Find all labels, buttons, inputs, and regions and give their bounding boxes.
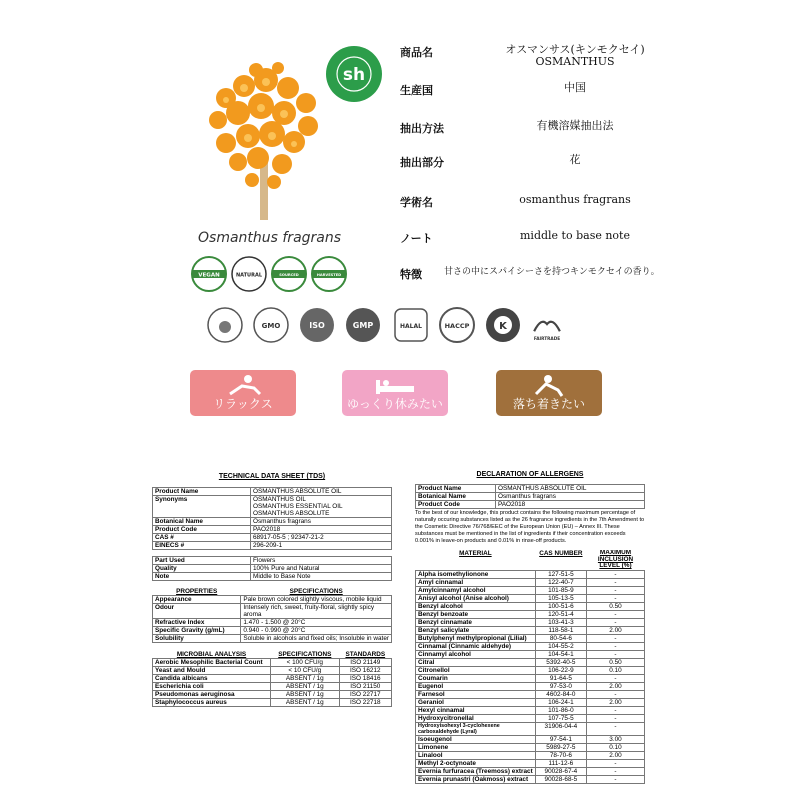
- table-row: [153, 526, 392, 534]
- table-row: [416, 578, 645, 586]
- table-cell: -: [587, 570, 645, 578]
- table-cell: Product Name: [153, 488, 251, 496]
- table-row: [153, 667, 392, 675]
- table-cell: Citral: [416, 658, 536, 666]
- mood-relax-tile: [190, 370, 296, 416]
- table-cell: 127-51-5: [535, 570, 586, 578]
- table-cell: 100% Pure and Natural: [251, 565, 392, 573]
- spec-value: 中国: [564, 81, 586, 94]
- table-row: [416, 618, 645, 626]
- svg-text:HALAL: HALAL: [400, 323, 422, 330]
- table-row: [416, 682, 645, 690]
- mood-rest-tile: [342, 370, 448, 416]
- table-cell: 90028-68-5: [535, 775, 586, 783]
- tds-info-table: [152, 487, 392, 550]
- table-cell: Benzyl alcohol: [416, 602, 536, 610]
- table-cell: Odour: [153, 604, 241, 619]
- table-cell: 31906-04-4: [535, 722, 586, 735]
- table-row: [416, 586, 645, 594]
- table-cell: Pseudomonas aeruginosa: [153, 691, 271, 699]
- haccp-icon: [437, 305, 477, 349]
- table-cell: 100-51-6: [535, 602, 586, 610]
- mood-label: リラックス: [213, 397, 273, 411]
- table-cell: 97-53-0: [535, 682, 586, 690]
- table-row: [153, 557, 392, 565]
- table-cell: 0.50: [587, 658, 645, 666]
- table-cell: Candida albicans: [153, 675, 271, 683]
- table-cell: ISO 18416: [339, 675, 391, 683]
- table-row: [416, 642, 645, 650]
- table-cell: Appearance: [153, 596, 241, 604]
- kosher-icon: [483, 305, 523, 349]
- table-cell: 78-70-6: [535, 751, 586, 759]
- table-cell: 0.940 - 0.990 @ 20°C: [241, 627, 392, 635]
- table-row: [153, 488, 392, 496]
- table-cell: Limonene: [416, 743, 536, 751]
- table-cell: Hydroxyisohexyl 3-cyclohexene carboxaldehyde (Lyral): [416, 722, 536, 735]
- table-cell: 0.50: [587, 602, 645, 610]
- table-row: [416, 674, 645, 682]
- organic-seal-icon: [325, 45, 383, 103]
- table-cell: Staphylococcus aureus: [153, 699, 271, 707]
- table-cell: Escherichia coli: [153, 683, 271, 691]
- table-cell: < 10 CFU/g: [271, 667, 340, 675]
- spec-key: 抽出方法: [400, 122, 444, 135]
- table-row: [153, 604, 392, 619]
- table-cell: Yeast and Mould: [153, 667, 271, 675]
- table-cell: 106-24-1: [535, 698, 586, 706]
- table-cell: MICROBIAL ANALYSIS: [176, 651, 247, 658]
- svg-text:ISO: ISO: [309, 321, 325, 330]
- table-cell: 101-85-9: [535, 586, 586, 594]
- table-cell: Coumarin: [416, 674, 536, 682]
- table-cell: Refractive Index: [153, 619, 241, 627]
- table-cell: OSMANTHUS OIL OSMANTHUS ESSENTIAL OIL OSMANTHUS ABSOLUTE: [251, 496, 392, 518]
- table-row: [416, 602, 645, 610]
- spec-value: オスマンサス(キンモクセイ): [505, 43, 645, 56]
- table-row: [153, 635, 392, 643]
- table-cell: Quality: [153, 565, 251, 573]
- table-cell: Middle to Base Note: [251, 573, 392, 581]
- spec-value: middle to base note: [520, 229, 630, 242]
- table-cell: Product Code: [153, 526, 251, 534]
- table-cell: Evernia furfuracea (Treemoss) extract: [416, 767, 536, 775]
- table-cell: Butylphenyl methylpropional (Lilial): [416, 634, 536, 642]
- table-cell: SPECIFICATIONS: [278, 651, 332, 658]
- table-row: [416, 610, 645, 618]
- badge-row: [190, 255, 385, 297]
- table-cell: 120-51-4: [535, 610, 586, 618]
- table-cell: Osmanthus fragrans: [251, 518, 392, 526]
- table-cell: MATERIAL: [459, 550, 492, 557]
- table-cell: 0.10: [587, 743, 645, 751]
- table-cell: Hydroxycitronellal: [416, 714, 536, 722]
- table-row: [416, 493, 645, 501]
- tds-microbial-table: [152, 651, 392, 707]
- table-cell: ABSENT / 1g: [271, 683, 340, 691]
- table-row: [416, 714, 645, 722]
- vegan-badge-icon: [190, 255, 228, 293]
- table-cell: ISO 22718: [339, 699, 391, 707]
- spec-key: ノート: [400, 232, 433, 245]
- table-cell: 1.470 - 1.500 @ 20°C: [241, 619, 392, 627]
- table-cell: Synonyms: [153, 496, 251, 518]
- table-cell: Linalool: [416, 751, 536, 759]
- table-cell: CAS NUMBER: [539, 550, 583, 557]
- table-row: [416, 698, 645, 706]
- table-row: [416, 759, 645, 767]
- svg-text:GMP: GMP: [352, 321, 374, 330]
- table-cell: Alpha isomethylionone: [416, 570, 536, 578]
- table-row: [416, 706, 645, 714]
- fairtrade-icon: [527, 305, 567, 349]
- table-row: [153, 542, 392, 550]
- table-cell: Benzyl benzoate: [416, 610, 536, 618]
- table-cell: Hexyl cinnamal: [416, 706, 536, 714]
- table-row: [416, 650, 645, 658]
- table-row: [416, 666, 645, 674]
- table-cell: ISO 22717: [339, 691, 391, 699]
- table-cell: -: [587, 578, 645, 586]
- table-cell: 3.00: [587, 735, 645, 743]
- table-cell: STANDARDS: [345, 651, 386, 658]
- certification-row: [205, 305, 585, 355]
- table-cell: -: [587, 767, 645, 775]
- table-cell: 122-40-7: [535, 578, 586, 586]
- table-cell: ABSENT / 1g: [271, 675, 340, 683]
- table-cell: Farnesol: [416, 690, 536, 698]
- table-cell: 97-54-1: [535, 735, 586, 743]
- table-cell: 90028-67-4: [535, 767, 586, 775]
- svg-text:HARVESTED: HARVESTED: [316, 273, 342, 277]
- table-row: [416, 690, 645, 698]
- table-row: [153, 596, 392, 604]
- allergens-note: To the best of our knowledge, this product contains the following maximum percentage of naturally occuring substances listed as the 26 fragrance ingredients in the 7th Amendment to the Cosmetic Directive 76/768/EEC of the European Union (EU) – Annex III. These substances must be mentioned in the list of ingredients if their concentration exceeds 0.001% in leave-on products and 0.01% in rinse-off products.: [415, 510, 645, 544]
- table-cell: 2.00: [587, 682, 645, 690]
- table-cell: PAO2018: [251, 526, 392, 534]
- table-cell: ABSENT / 1g: [271, 691, 340, 699]
- spec-key: 学術名: [400, 196, 433, 209]
- table-cell: Aerobic Mesophilic Bacterial Count: [153, 659, 271, 667]
- table-row: [416, 722, 645, 735]
- table-cell: 105-13-5: [535, 594, 586, 602]
- table-cell: 101-86-0: [535, 706, 586, 714]
- spec-value-en: OSMANTHUS: [535, 55, 615, 68]
- table-cell: 118-58-1: [535, 626, 586, 634]
- table-row: [153, 565, 392, 573]
- fairtrade-label: FAIRTRADE: [533, 336, 561, 342]
- table-row: [153, 518, 392, 526]
- table-cell: Benzyl salicylate: [416, 626, 536, 634]
- halal-icon: [391, 305, 431, 349]
- table-cell: 2.00: [587, 751, 645, 759]
- natural-badge-icon: [230, 255, 268, 293]
- table-row: [153, 675, 392, 683]
- table-cell: 107-75-5: [535, 714, 586, 722]
- table-cell: PAO2018: [496, 501, 645, 509]
- table-cell: Cinnamyl alcohol: [416, 650, 536, 658]
- table-cell: Solubility: [153, 635, 241, 643]
- table-row: [153, 651, 392, 659]
- table-cell: 68917-05-5 ; 92347-21-2: [251, 534, 392, 542]
- table-cell: -: [587, 610, 645, 618]
- table-cell: Amyl cinnamal: [416, 578, 536, 586]
- table-cell: CAS #: [153, 534, 251, 542]
- table-cell: -: [587, 706, 645, 714]
- spec-key: 抽出部分: [400, 156, 444, 169]
- sourced-sustainably-badge-icon: [270, 255, 308, 293]
- table-cell: 91-64-5: [535, 674, 586, 682]
- mood-tiles: [0, 370, 800, 420]
- mood-label: ゆっくり休みたい: [347, 397, 443, 411]
- table-cell: -: [587, 759, 645, 767]
- table-row: [416, 501, 645, 509]
- table-row: [153, 699, 392, 707]
- table-row: [153, 588, 392, 596]
- table-row: [416, 735, 645, 743]
- table-cell: -: [587, 690, 645, 698]
- spec-value: osmanthus fragrans: [519, 193, 631, 206]
- table-row: [153, 659, 392, 667]
- table-cell: ISO 21150: [339, 683, 391, 691]
- table-row: [416, 485, 645, 493]
- table-cell: Botanical Name: [153, 518, 251, 526]
- table-cell: 2.00: [587, 698, 645, 706]
- spec-key: 特徴: [400, 268, 422, 281]
- table-row: [153, 573, 392, 581]
- table-row: [416, 594, 645, 602]
- table-cell: Botanical Name: [416, 493, 496, 501]
- table-row: [153, 619, 392, 627]
- table-cell: 106-22-9: [535, 666, 586, 674]
- table-cell: Note: [153, 573, 251, 581]
- svg-text:sh: sh: [342, 65, 366, 85]
- table-cell: 104-54-1: [535, 650, 586, 658]
- table-row: [153, 496, 392, 518]
- table-row: [153, 627, 392, 635]
- non-gmo-icon: [251, 305, 291, 349]
- osmanthus-flower-image: [196, 58, 336, 223]
- table-cell: Flowers: [251, 557, 392, 565]
- table-cell: 111-12-6: [535, 759, 586, 767]
- spec-key: 生産国: [400, 84, 433, 97]
- table-cell: -: [587, 634, 645, 642]
- table-cell: 5989-27-5: [535, 743, 586, 751]
- table-row: [153, 683, 392, 691]
- table-cell: Part Used: [153, 557, 251, 565]
- table-row: [153, 691, 392, 699]
- table-cell: Methyl 2-octynoate: [416, 759, 536, 767]
- table-cell: Evernia prunastri (Oakmoss) extract: [416, 775, 536, 783]
- table-cell: 104-55-2: [535, 642, 586, 650]
- table-cell: Specific Gravity (g/mL): [153, 627, 241, 635]
- table-row: [416, 775, 645, 783]
- table-cell: Isoeugenol: [416, 735, 536, 743]
- table-cell: Eugenol: [416, 682, 536, 690]
- table-cell: ISO 16212: [339, 667, 391, 675]
- table-cell: Cinnamal (Cinnamic aldehyde): [416, 642, 536, 650]
- table-cell: -: [587, 650, 645, 658]
- table-cell: Amylcinnamyl alcohol: [416, 586, 536, 594]
- table-cell: Geraniol: [416, 698, 536, 706]
- svg-text:SOURCED: SOURCED: [279, 273, 299, 277]
- table-cell: -: [587, 674, 645, 682]
- table-cell: 296-209-1: [251, 542, 392, 550]
- table-row: [416, 550, 645, 570]
- mood-label: 落ち着きたい: [512, 397, 585, 411]
- table-cell: Anisyl alcohol (Anise alcohol): [416, 594, 536, 602]
- table-cell: Pale brown colored slightly viscous, mobile liquid: [241, 596, 392, 604]
- table-cell: -: [587, 618, 645, 626]
- table-cell: Intensely rich, sweet, fruity-floral, slightly spicy aroma: [241, 604, 392, 619]
- spec-value: 花: [569, 153, 581, 166]
- iso-icon: [297, 305, 337, 349]
- table-cell: 80-54-6: [535, 634, 586, 642]
- svg-text:K: K: [499, 321, 507, 332]
- cruelty-free-icon: [205, 305, 245, 349]
- species-caption: Osmanthus fragrans: [198, 230, 342, 246]
- table-cell: OSMANTHUS ABSOLUTE OIL: [251, 488, 392, 496]
- table-cell: ISO 21149: [339, 659, 391, 667]
- table-row: [416, 767, 645, 775]
- table-cell: < 100 CFU/g: [271, 659, 340, 667]
- spec-value: 有機溶媒抽出法: [536, 119, 614, 132]
- gmp-icon: [343, 305, 383, 349]
- tds-part-table: [152, 556, 392, 581]
- table-cell: Product Name: [416, 485, 496, 493]
- table-cell: Benzyl cinnamate: [416, 618, 536, 626]
- table-cell: -: [587, 594, 645, 602]
- svg-text:VEGAN: VEGAN: [198, 272, 220, 279]
- spec-key: 商品名: [400, 46, 433, 59]
- table-cell: EINECS #: [153, 542, 251, 550]
- table-cell: Osmanthus fragrans: [496, 493, 645, 501]
- table-cell: Soluble in alcohols and fixed oils; Insoluble in water: [241, 635, 392, 643]
- table-cell: 5392-40-5: [535, 658, 586, 666]
- svg-text:HACCP: HACCP: [444, 322, 470, 330]
- table-cell: MAXIMUM INCLUSION LEVEL (%): [597, 550, 634, 569]
- table-row: [416, 658, 645, 666]
- table-row: [416, 634, 645, 642]
- table-row: [416, 751, 645, 759]
- table-cell: Product Code: [416, 501, 496, 509]
- table-cell: -: [587, 775, 645, 783]
- svg-text:NATURAL: NATURAL: [235, 272, 263, 279]
- allergens-info-table: [415, 484, 645, 509]
- table-cell: Citronellol: [416, 666, 536, 674]
- table-cell: ABSENT / 1g: [271, 699, 340, 707]
- tds-title: TECHNICAL DATA SHEET (TDS): [218, 473, 326, 480]
- spec-value: 甘さの中にスパイシーさを持つキンモクセイの香り。: [444, 267, 660, 277]
- tds-properties-table: [152, 588, 392, 643]
- table-cell: -: [587, 586, 645, 594]
- table-cell: -: [587, 642, 645, 650]
- table-row: [153, 534, 392, 542]
- table-cell: OSMANTHUS ABSOLUTE OIL: [496, 485, 645, 493]
- wild-harvested-badge-icon: [310, 255, 348, 293]
- table-cell: 4602-84-0: [535, 690, 586, 698]
- table-cell: 0.10: [587, 666, 645, 674]
- svg-text:GMO: GMO: [261, 322, 281, 330]
- table-cell: SPECIFICATIONS: [289, 588, 343, 595]
- table-row: [416, 743, 645, 751]
- allergens-title: DECLARATION OF ALLERGENS: [476, 471, 584, 478]
- mood-calm-tile: [496, 370, 602, 416]
- table-row: [416, 570, 645, 578]
- table-cell: 103-41-3: [535, 618, 586, 626]
- allergens-table: [415, 550, 645, 784]
- table-cell: PROPERTIES: [176, 588, 218, 595]
- table-row: [416, 626, 645, 634]
- table-cell: -: [587, 722, 645, 735]
- table-cell: 2.00: [587, 626, 645, 634]
- table-cell: -: [587, 714, 645, 722]
